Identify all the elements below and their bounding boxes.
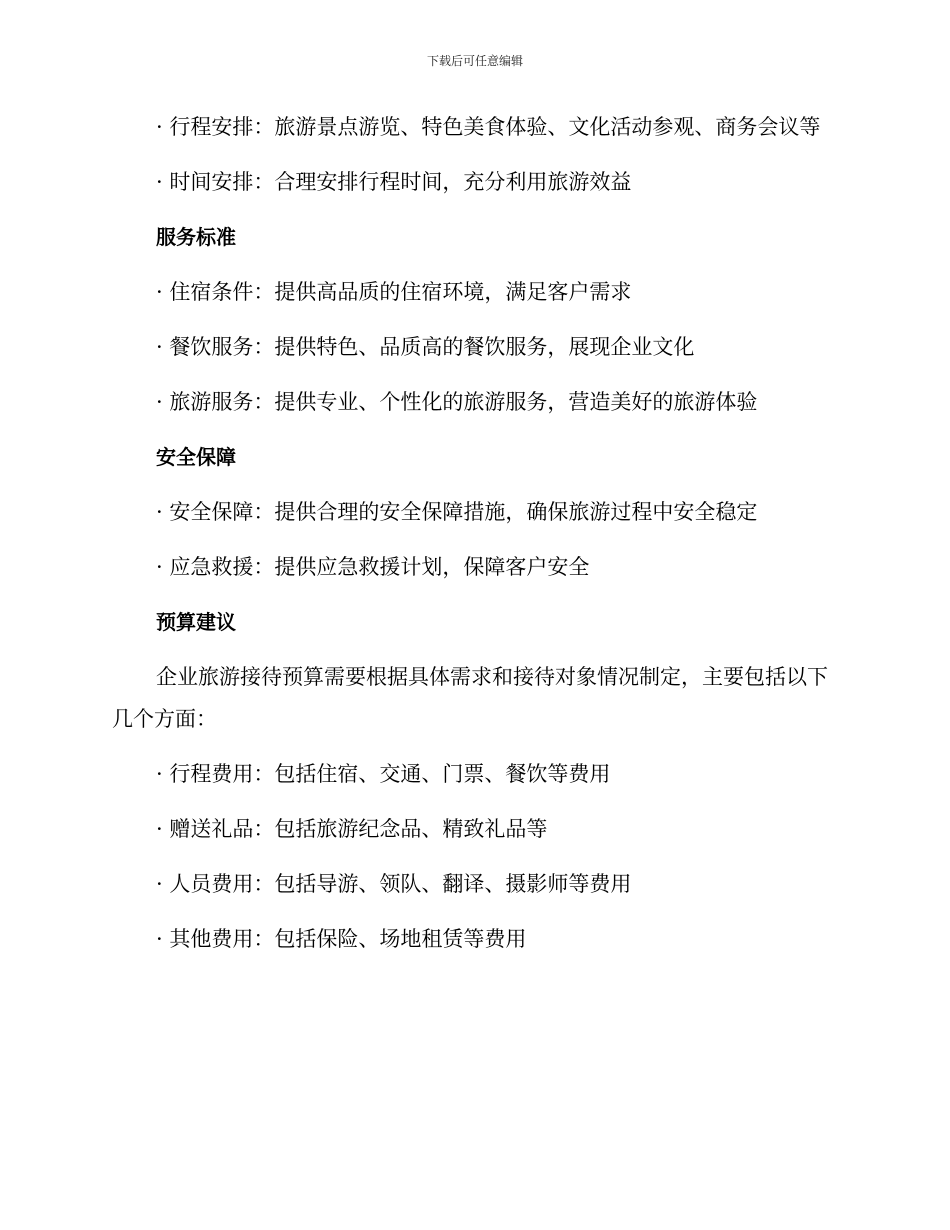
page-header: 下载后可任意编辑	[426, 54, 523, 68]
safety-heading: 安全保障	[156, 445, 236, 469]
service-heading: 服务标准	[156, 225, 236, 249]
trip-cost-bullet: · 行程费用：包括住宿、交通、门票、餐饮等费用	[156, 762, 611, 786]
other-cost-bullet: · 其他费用：包括保险、场地租赁等费用	[156, 927, 527, 951]
lodging-bullet: · 住宿条件：提供高品质的住宿环境，满足客户需求	[156, 280, 632, 304]
document-body	[112, 106, 832, 973]
budget-heading: 预算建议	[156, 610, 236, 634]
itinerary-bullet: · 行程安排：旅游景点游览、特色美食体验、文化活动参观、商务会议等	[156, 115, 821, 139]
gift-bullet: · 赠送礼品：包括旅游纪念品、精致礼品等	[156, 817, 548, 841]
emergency-bullet: · 应急救援：提供应急救援计划，保障客户安全	[156, 555, 590, 579]
staff-cost-bullet: · 人员费用：包括导游、领队、翻译、摄影师等费用	[156, 872, 632, 896]
tour-bullet: · 旅游服务：提供专业、个性化的旅游服务，营造美好的旅游体验	[156, 390, 758, 414]
budget-intro-paragraph: 企业旅游接待预算需要根据具体需求和接待对象情况制定，主要包括以下几个方面：	[112, 665, 828, 731]
dining-bullet: · 餐饮服务：提供特色、品质高的餐饮服务，展现企业文化	[156, 335, 695, 359]
safety-bullet: · 安全保障：提供合理的安全保障措施，确保旅游过程中安全稳定	[156, 500, 758, 524]
time-bullet: · 时间安排：合理安排行程时间，充分利用旅游效益	[156, 170, 632, 194]
